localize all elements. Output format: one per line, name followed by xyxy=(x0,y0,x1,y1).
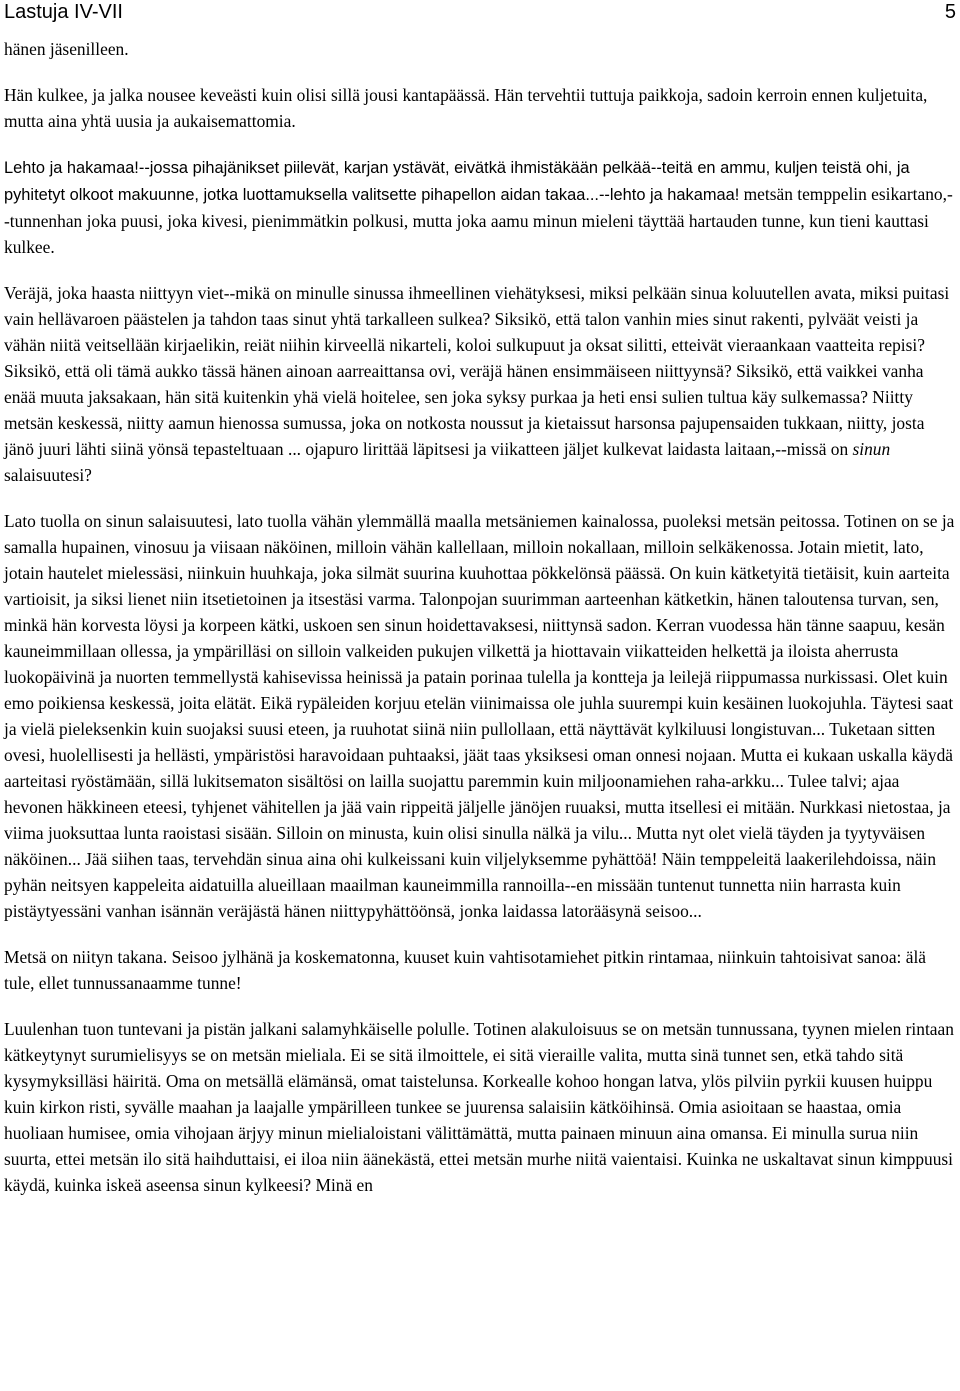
page-header xyxy=(4,0,960,26)
paragraph-sans-run: Lehto ja hakamaa!--jossa pihajänikset piilevät, karjan ystävät, eivätkä ihmistäkään pelkää--teitä en ammu, kuljen teistä ohi, ja pyhitetyt olkoot makuunne, jotka luottamuksella valitsette pihapellon aidan takaa...--lehto ja hakamaa! xyxy=(4,159,910,204)
paragraph: hänen jäsenilleen. xyxy=(4,39,129,59)
page-number: 5 xyxy=(944,1,956,23)
paragraph: Metsä on niityn takana. Seisoo jylhänä ja koskematonna, kuuset kuin vahtisotamiehet pitkin rintamaa, niinkuin tahtoisivat sanoa: älä tule, ellet tunnussanaamme tunne! xyxy=(4,947,926,993)
document-body xyxy=(4,36,956,1198)
paragraph-text-end: salaisuutesi? xyxy=(4,465,92,485)
paragraph xyxy=(4,154,956,260)
paragraph xyxy=(4,280,956,488)
emphasized-word: sinun xyxy=(852,439,891,459)
document-title: Lastuja IV-VII xyxy=(4,1,123,23)
paragraph: Luulenhan tuon tuntevani ja pistän jalkani salamyhkäiselle polulle. Totinen alakuloisuus se on metsän tunnussana, tyynen mielen rintaan kätkeytynyt surumielisyys se on metsän mieliala. Ei se sitä ilmoittele, ei sitä vieraille valita, mutta sinä tunnet sen, etkä tahdo sitä kysymyksilläsi häiritä. Oma on metsällä elämänsä, omat taistelunsa. Korkealle kohoo hongan latva, ylös pilviin pyrkii kuusen huippu kuin kirkon risti, syvälle maahan ja laajalle ympärilleen tunkee se juurensa salaisiin kätköihinsä. Omia asioitaan se haastaa, omia huoliaan humisee, omia vihojaan ärjyy minun mielialoistani välittämättä, mutta painaen minuun aina omansa. Ei minulla surua niin suurta, ettei metsän ilo sitä haihduttaisi, ei iloa niin äänekästä, ettei metsän murhe niitä vaientaisi. Kuinka ne uskaltavat sinun kimppuusi käydä, kuinka iskeä aseensa sinun kylkeesi? Minä en xyxy=(4,1019,954,1195)
paragraph-serif-run: metsän temppelin esikartano,--tunnenhan joka puusi, joka kivesi, pienimmätkin polkusi, mutta joka aamu minun mieleni täyttää hartauden tunne, kun tieni kauttasi kulkee. xyxy=(4,184,953,257)
paragraph-text: Veräjä, joka haasta niittyyn viet--mikä on minulle sinussa ihmeellinen viehätyksesi, miksi pelkään sinua koluutellen avata, miksi puitasi vain hellävaroen päästelen ja tahdon taas sinut yhtä tarkalleen sulkea? Siksikö, että talon vanhin mies sinut rakenti, pylväät veisti ja vähän niitä veitsellään kirjaelikin, reiät niihin kirveellä nikarteli, koloi sulkupuut ja oksat silitti, etteivät vieraankaan vaatteita repisi? Siksikö, että oli tämä aukko tässä hänen ainoan aarreaittansa ovi, veräjä hänen ensimmäiseen niittyynsä? Siksikö, että vaikkei vanha enää muuta jaksakaan, hän sitä kuitenkin yhä vielä hoitelee, sen joka syksy purkaa ja heti ensi sulien tultua käy sulkemassa? Niitty metsän keskessä, niitty aamun hienossa sumussa, joka on notkosta noussut ja kietaissut harsonsa pajupensaiden tukkaan, niitty, josta jänö juuri lähti siinä yönsä tepasteltuaan ... ojapuro lirittää läpitsesi ja viikatteen jäljet kulkevat laidasta laitaan,--missä on xyxy=(4,283,950,459)
paragraph: Hän kulkee, ja jalka nousee keveästi kuin olisi sillä jousi kantapäässä. Hän tervehtii tuttuja paikkoja, sadoin kerroin ennen kuljetuita, mutta aina yhtä uusia ja aukaisemattomia. xyxy=(4,85,928,131)
paragraph: Lato tuolla on sinun salaisuutesi, lato tuolla vähän ylemmällä maalla metsäniemen kainalossa, puoleksi metsän peitossa. Totinen on se ja samalla hupainen, vinosuu ja viisaan näköinen, milloin vähän kallellaan, milloin nokallaan, milloin selkäkenossa. Jotain mietit, lato, jotain hautelet mielessäsi, niinkuin huuhkaja, joka silmät suurina kuuhottaa pökkelönsä päässä. On kuin kätketyitä tietäisit, kuin aarteita vartioisit, ja siksi lienet niin itsetietoinen ja itsestäsi varma. Talonpojan suurimman aarteenhan kätketkin, hänen taloutensa turvan, sen, minkä hän korvesta löysi ja korpeen kätki, uskoen sen sinun hoidettavaksesi, niittynsä sadon. Kerran vuodessa hän tänne saapuu, kesän kauneimmillaan ollessa, ja ympärilläsi on silloin valkeiden pukujen vilkettä ja hiottavain viikatteiden helkettä ja iloista aherrusta luokopäivinä ja nuorten temmellystä kahisevissa heinissä ja patain porinaa tulella ja kontteja ja leilejä riippumassa nurkissasi. Olet kuin emo poikiensa keskessä, joita elätät. Eikä rypäleiden korjuu etelän viinimaissa ole juhla suurempi kuin kesäinen luokojuhla. Täytesi saat ja vielä pieleksenkin kuin suojaksi suusi eteen, ja ruuhotat siinä niin pullollaan, että näyttävät kylkiluusi longistuvan... Tuketaan sitten ovesi, huolellisesti ja hellästi, ympäristösi haravoidaan puhtaaksi, jäät taas yksiksesi oman onnesi nojaan. Mutta ei kukaan uskalla käydä aarteitasi ryöstämään, sillä lukitsematon sisältösi on lailla suojattu paremmin kuin miljoonamiehen raha-arkku... Tulee talvi; ajaa hevonen häkkineen eteesi, tyhjenet vähitellen ja jää vain rippeitä jäljelle jänöjen ruuaksi, mutta itsellesi ei mitään. Nurkkasi nietostaa, ja viima juoksuttaa lunta raoistasi sisään. Silloin on minusta, kuin olisi sinulla nälkä ja vilu... Mutta nyt olet vielä täyden ja tyytyväisen näköinen... Jää siihen taas, tervehdän sinua aina ohi kulkeissani kuin viljelyksemme pyhättöä! Näin temppeleitä laakerilehdoissa, näin pyhän neitsyen kappeleita aidatuilla alueillaan maailman kauneimmilla rannoilla--en missään tuntenut tunnetta niin harrasta kuin pistäytyessäni vanhan isännän veräjästä hänen niittypyhättöönsä, jonka laidassa latorääsynä seisoo... xyxy=(4,511,955,921)
